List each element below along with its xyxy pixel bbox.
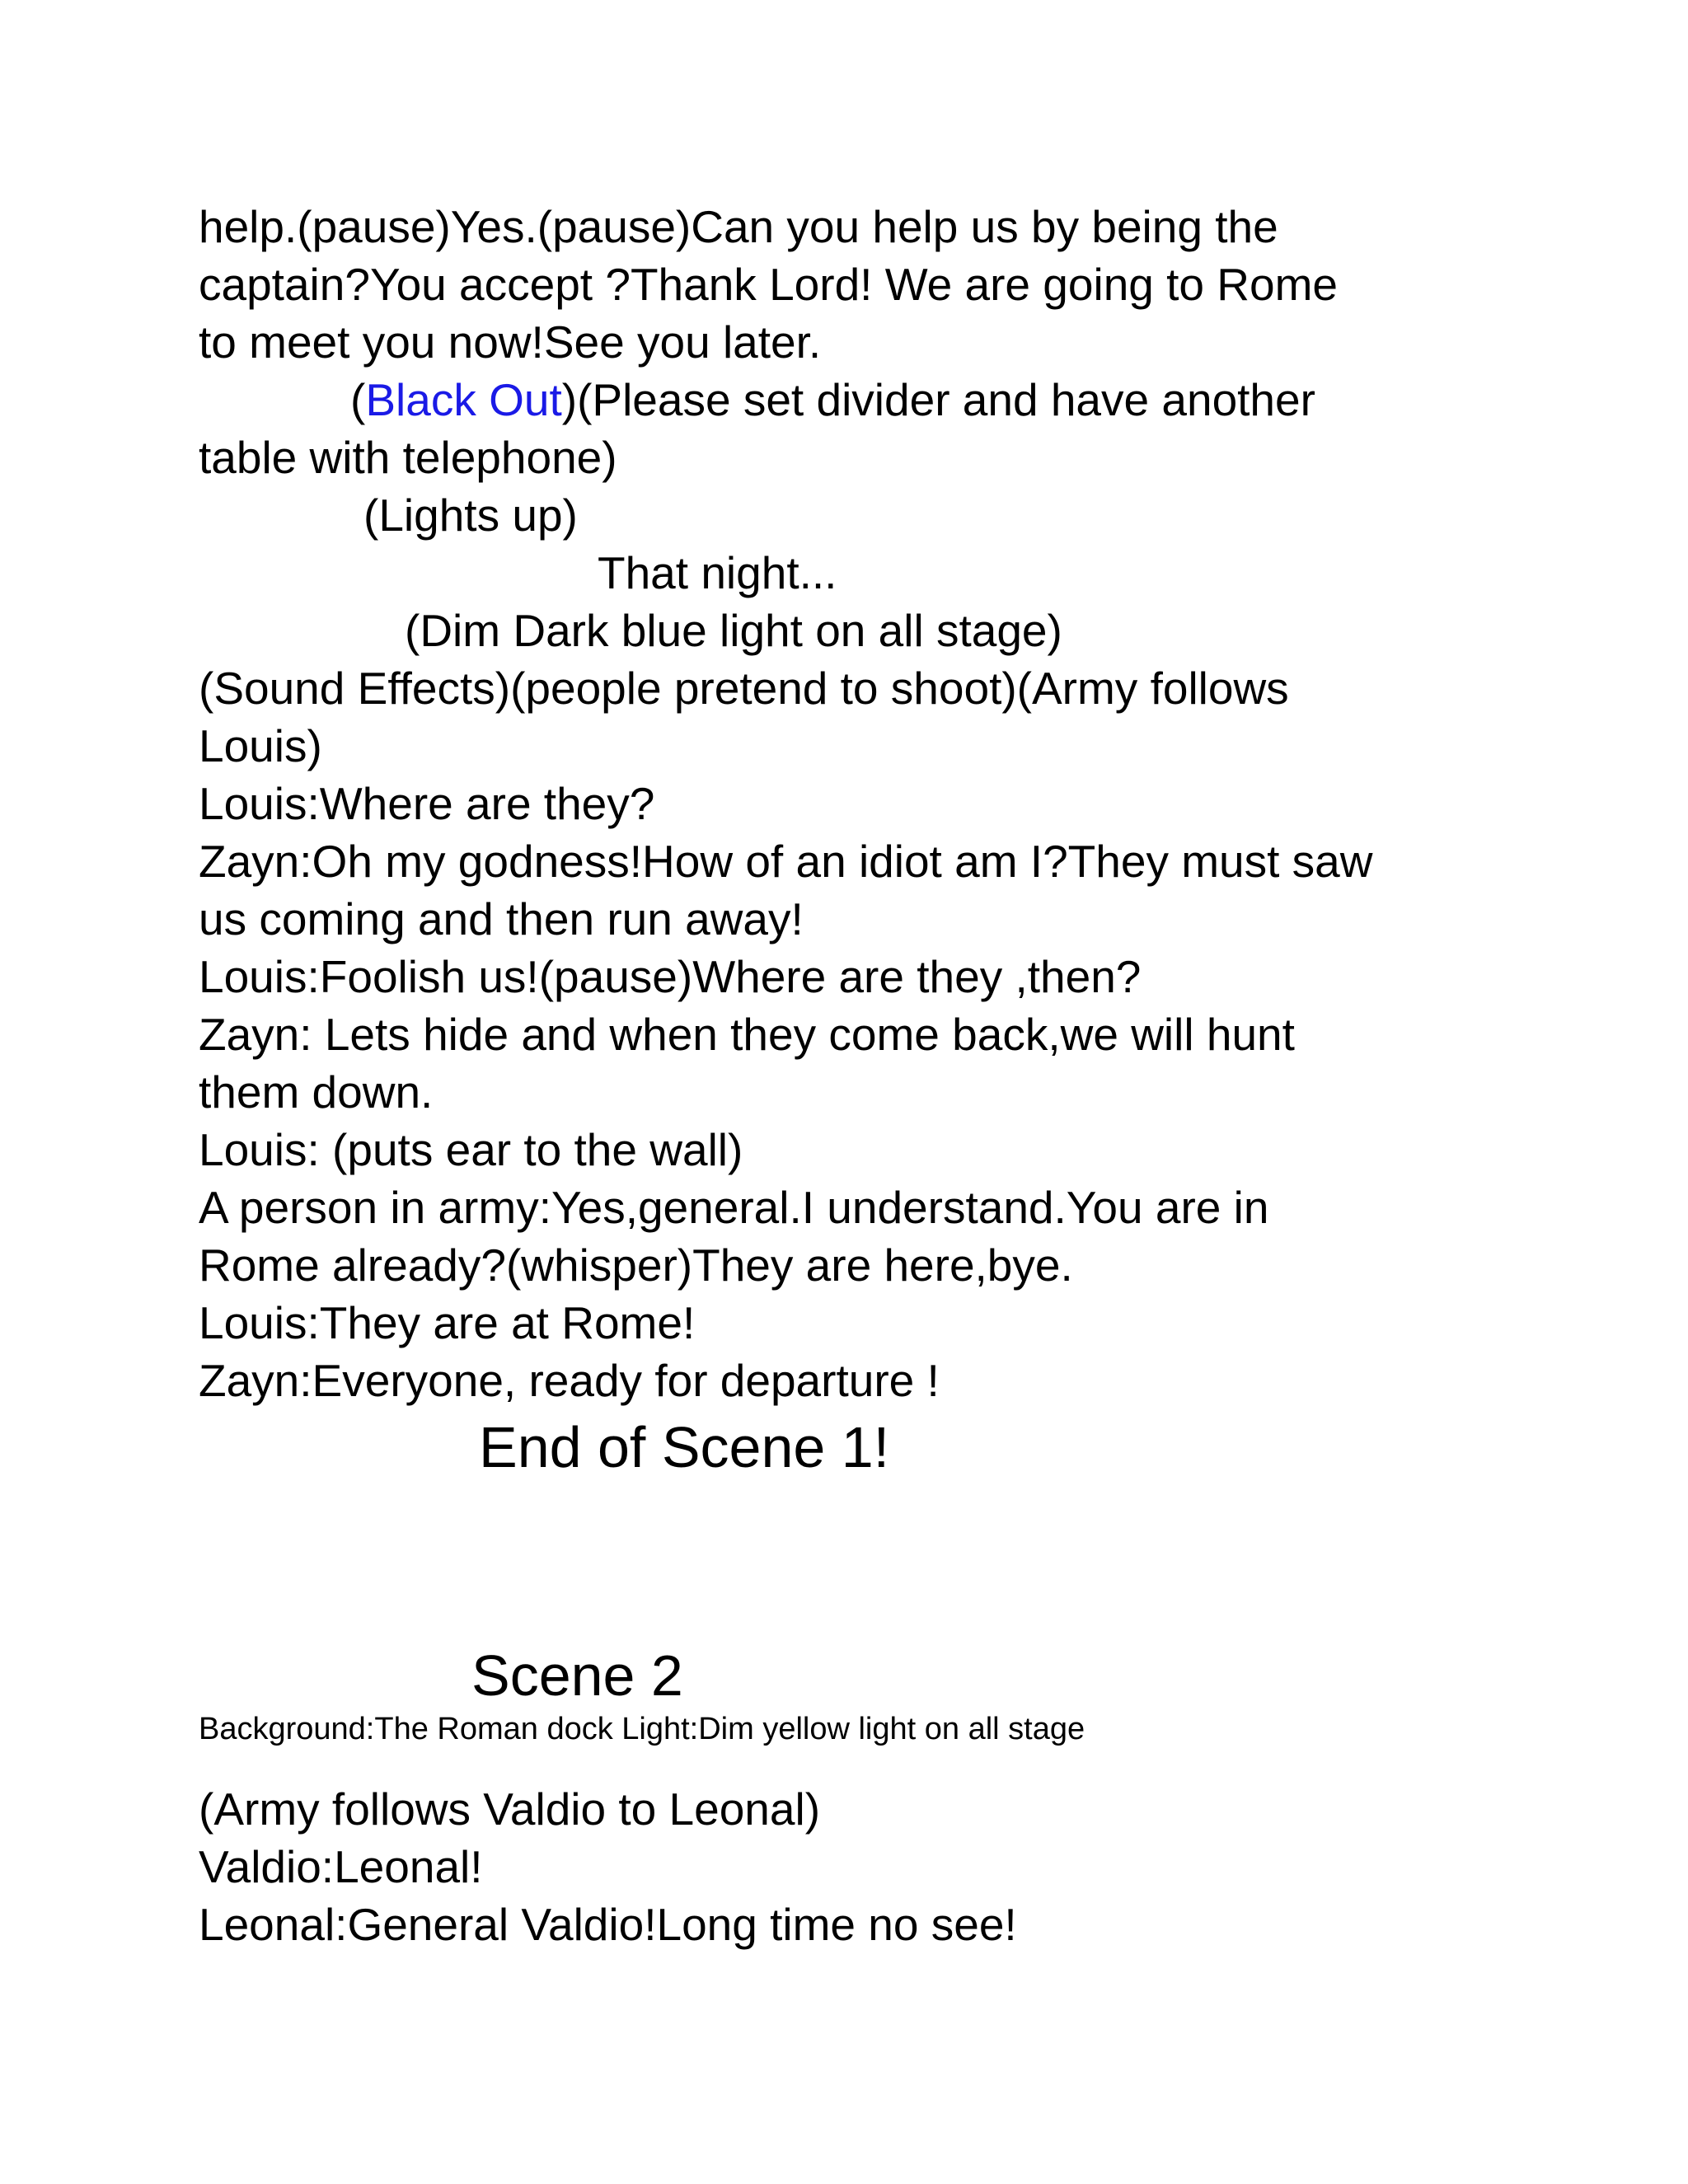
dialogue-line: Louis:Where are they? (199, 778, 655, 829)
dialogue-line: Leonal:General Valdio!Long time no see! (199, 1899, 1017, 1950)
stage-direction-text: )(Please set divider and have another (561, 374, 1315, 425)
dialogue-line: us coming and then run away! (199, 893, 804, 944)
scene-background-note: Background:The Roman dock Light:Dim yellow light on all stage (199, 1712, 1085, 1746)
stage-direction-blackout (350, 371, 1315, 429)
paren-open: ( (350, 374, 366, 425)
script-line: captain?You accept ?Thank Lord! We are going to Rome (199, 259, 1339, 310)
dialogue-line: Zayn:Oh my godness!How of an idiot am I?They must saw (199, 836, 1373, 887)
dialogue-line: A person in army:Yes,general.I understand.You are in (199, 1182, 1269, 1233)
script-line: help.(pause)Yes.(pause)Can you help us by being the (199, 201, 1278, 252)
dialogue-line: Zayn:Everyone, ready for departure ! (199, 1355, 940, 1406)
dialogue-line: Zayn: Lets hide and when they come back,we will hunt (199, 1009, 1295, 1060)
dialogue-line: Rome already?(whisper)They are here,bye. (199, 1240, 1073, 1291)
scene-heading: Scene 2 (471, 1643, 683, 1708)
dialogue-line: Valdio:Leonal! (199, 1841, 483, 1892)
black-out-highlight: Black Out (365, 374, 562, 425)
script-line: table with telephone) (199, 432, 617, 483)
stage-direction: (Army follows Valdio to Leonal) (199, 1783, 821, 1835)
dialogue-line: Louis:They are at Rome! (199, 1297, 696, 1348)
dialogue-line: them down. (199, 1066, 434, 1118)
scene-time-note: That night... (598, 547, 837, 598)
stage-direction-lights-up: (Lights up) (363, 490, 578, 541)
dialogue-line: Louis: (puts ear to the wall) (199, 1124, 743, 1175)
script-line: (Sound Effects)(people pretend to shoot)(Army follows (199, 663, 1289, 714)
stage-direction-lighting: (Dim Dark blue light on all stage) (405, 605, 1062, 656)
script-line: Louis) (199, 720, 322, 771)
scene-end-heading: End of Scene 1! (479, 1415, 890, 1479)
script-line: to meet you now!See you later. (199, 316, 822, 368)
dialogue-line: Louis:Foolish us!(pause)Where are they ,then? (199, 951, 1142, 1002)
